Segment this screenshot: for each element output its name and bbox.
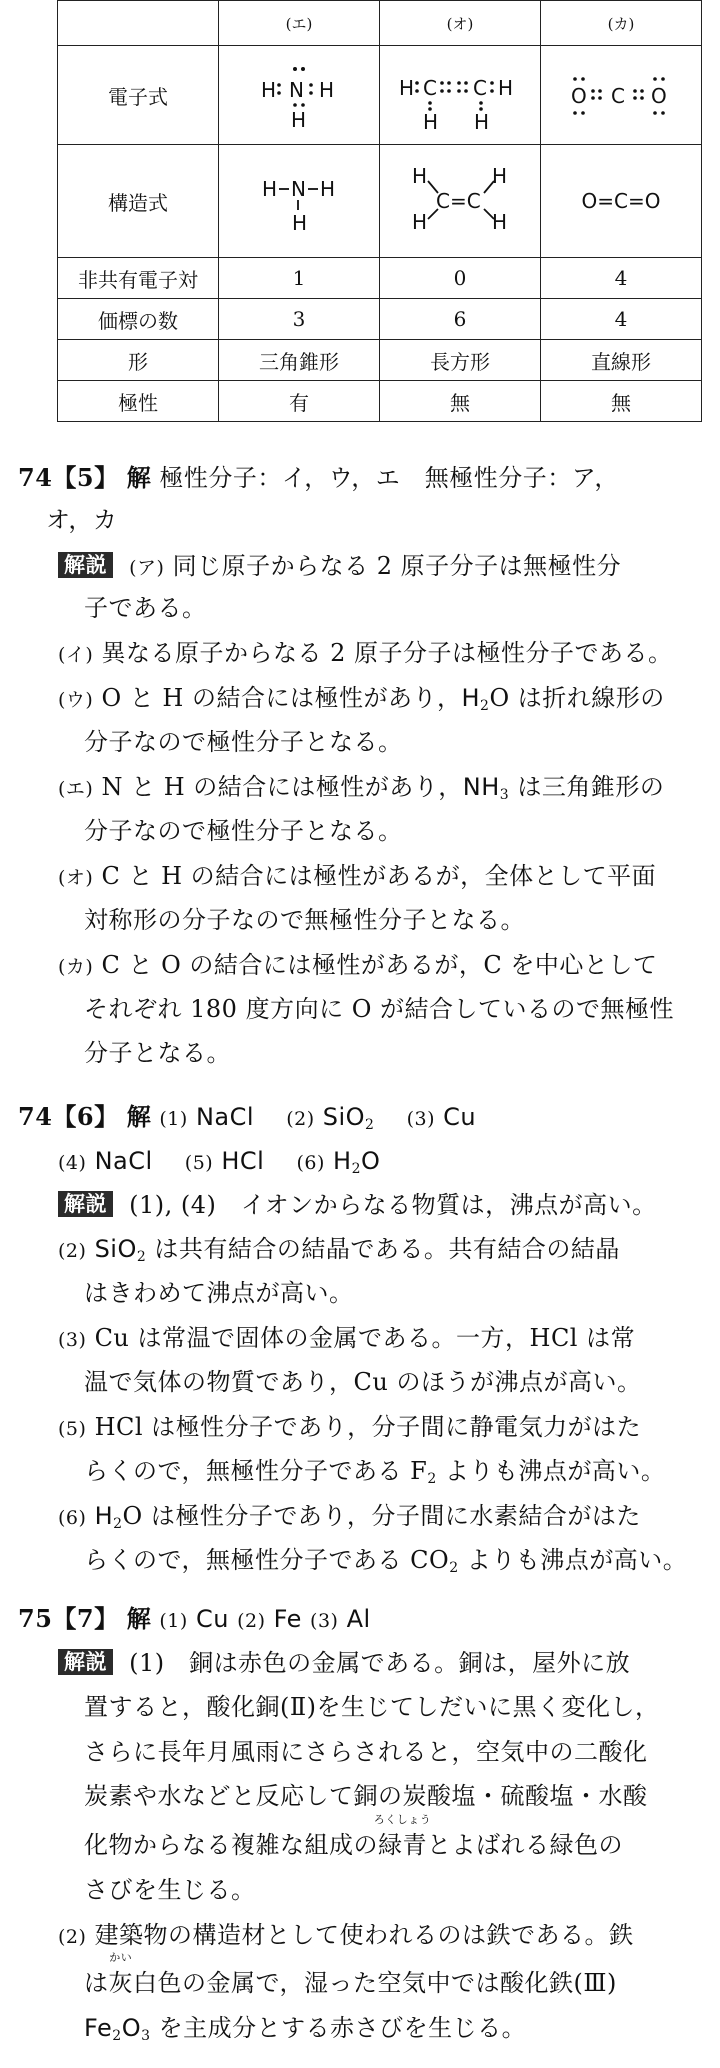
- q6-p3-line-1: [58, 1323, 635, 1355]
- q6-p5-line-2: [84, 1456, 665, 1486]
- svg-text:H: H: [492, 210, 508, 234]
- explanation-text: 炭素や水などと反応して銅の炭酸塩・硫酸塩・水酸: [84, 1782, 648, 1810]
- subscript: 2: [112, 2028, 122, 2044]
- explanation-text: 子である。: [84, 594, 207, 622]
- q6-p6-line-2: [84, 1545, 687, 1575]
- svg-text:C: C: [611, 84, 625, 108]
- formula-text: H: [94, 1502, 114, 1530]
- item-mark: (カ): [58, 956, 94, 978]
- svg-text:C: C: [473, 76, 487, 100]
- explanation-text: は三角錐形の: [509, 773, 665, 801]
- q5-e-line-1: [58, 772, 664, 804]
- electron-formula-c2h4: [380, 46, 541, 145]
- table-row-bond-count: [58, 299, 702, 340]
- cell: 4: [541, 258, 702, 299]
- answer-text: オ，カ: [46, 506, 118, 534]
- explanation-text: 白色の金属で，湿った空気中では酸化鉄(Ⅲ): [133, 1969, 617, 1997]
- table-row-electron-formula: [58, 46, 702, 145]
- answer-formula: Cu: [195, 1605, 229, 1633]
- svg-text:N: N: [289, 78, 304, 102]
- item-mark: (5): [58, 1418, 87, 1440]
- item-mark: (1): [159, 1108, 188, 1130]
- q6-p2-line-2: [84, 1278, 354, 1308]
- q7-k-line-6: [84, 1875, 256, 1905]
- answer-formula: Al: [346, 1605, 371, 1633]
- explanation-text: 対称形の分子なので無極性分子となる。: [84, 906, 525, 934]
- cell: 無: [380, 381, 541, 422]
- item-mark: (2): [58, 1926, 87, 1948]
- item-mark: (3): [406, 1108, 436, 1130]
- answer-formula: SiO: [322, 1103, 366, 1131]
- cell: 無: [541, 381, 702, 422]
- q6-p3-line-2: [84, 1367, 641, 1397]
- answer-text: 極性分子：イ，ウ，エ 無極性分子：ア，: [159, 464, 619, 492]
- q7-k-line-1: [58, 1648, 630, 1678]
- electron-formula-co2: [541, 46, 702, 145]
- table-header-e: (エ): [219, 1, 380, 46]
- subscript: 2: [351, 1161, 362, 1177]
- row-label: 価標の数: [58, 299, 219, 340]
- q6-p5-line-1: [58, 1412, 641, 1444]
- explanation-text: は共有結合の結晶である。共有結合の結晶: [146, 1235, 620, 1263]
- explanation-text: さびを生じる。: [84, 1876, 256, 1904]
- subscript: 2: [113, 1516, 123, 1532]
- svg-text:H: H: [291, 108, 307, 132]
- answer-formula: HCl: [221, 1147, 265, 1175]
- structural-formula-co2: [541, 145, 702, 258]
- cell: 4: [541, 299, 702, 340]
- explanation-text: よりも沸点が高い。: [436, 1457, 666, 1485]
- svg-text:H: H: [320, 177, 336, 201]
- cell: 6: [380, 299, 541, 340]
- explanation-text: (1), (4) イオンからなる物質は，沸点が高い。: [129, 1191, 657, 1219]
- item-mark: (ア): [129, 557, 165, 579]
- svg-text:H: H: [474, 110, 490, 133]
- formula-text: O: [121, 2014, 142, 2042]
- q7-k-line-5: [84, 1813, 623, 1860]
- explanation-text: O は折れ線形の: [489, 684, 665, 712]
- answer-formula: Fe: [273, 1605, 302, 1633]
- explanation-text: よりも沸点が高い。: [458, 1546, 688, 1574]
- table-row-lone-pairs: [58, 258, 702, 299]
- question-number: 74【5】: [18, 463, 119, 492]
- svg-text:H: H: [498, 76, 514, 100]
- table-header-row: [58, 1, 702, 46]
- table-row-polarity: [58, 381, 702, 422]
- svg-text:C: C: [423, 76, 437, 100]
- row-label: 極性: [58, 381, 219, 422]
- item-mark: (4): [58, 1152, 87, 1174]
- ruby-rokusho: [373, 1813, 432, 1860]
- explanation-text: 分子なので極性分子となる。: [84, 817, 403, 845]
- q6-k-line-1: [58, 1190, 657, 1220]
- svg-text:C=C: C=C: [436, 189, 481, 213]
- subscript: 2: [449, 1560, 459, 1576]
- explanation-text: 建築物の構造材として使われるのは鉄である。鉄: [94, 1921, 634, 1949]
- q5-a-line-2: [84, 593, 207, 623]
- table-header-empty: [58, 1, 219, 46]
- table-header-o: (オ): [380, 1, 541, 46]
- explanation-badge: 解説: [58, 1191, 113, 1217]
- svg-text:H: H: [292, 211, 308, 234]
- row-label: 形: [58, 340, 219, 381]
- question-number: 75【7】: [18, 1604, 119, 1633]
- explanation-text: Cu は常温で固体の金属である。一方，HCl は常: [94, 1324, 636, 1352]
- item-mark: (エ): [58, 778, 94, 800]
- item-mark: (2): [286, 1108, 315, 1130]
- structural-formula-nh3: [219, 145, 380, 258]
- item-mark: (3): [310, 1610, 339, 1632]
- svg-text:H: H: [423, 110, 439, 133]
- answer-formula: NaCl: [94, 1147, 153, 1175]
- ruby-reading: ろくしょう: [373, 1813, 432, 1826]
- cell: 3: [219, 299, 380, 340]
- cell: 有: [219, 381, 380, 422]
- item-mark: (1): [159, 1610, 188, 1632]
- q6-answer-line-2: [58, 1146, 380, 1178]
- explanation-text: (1) 銅は赤色の金属である。銅は，屋外に放: [129, 1649, 631, 1677]
- explanation-text: O は極性分子であり，分子間に水素結合がはた: [122, 1502, 641, 1530]
- item-mark: (イ): [58, 644, 94, 666]
- row-label: 非共有電子対: [58, 258, 219, 299]
- explanation-text: 分子なので極性分子となる。: [84, 728, 403, 756]
- svg-text:N: N: [291, 177, 306, 201]
- formula-text: NH: [462, 773, 500, 801]
- table-row-shape: [58, 340, 702, 381]
- explanation-text: O と H の結合には極性があり，: [101, 684, 462, 712]
- subscript: 3: [499, 787, 510, 803]
- q5-answer-line-2: [46, 505, 117, 535]
- svg-text:O: O: [571, 84, 587, 108]
- item-mark: (2): [58, 1240, 87, 1262]
- formula-text: H: [461, 684, 481, 712]
- q7-p2-line-1: [58, 1920, 634, 1952]
- explanation-text: 同じ原子からなる 2 原子分子は無極性分: [172, 552, 622, 580]
- item-mark: (2): [237, 1610, 266, 1632]
- q5-ka-line-2: [84, 994, 674, 1024]
- q7-p2-line-2: [84, 1951, 617, 1998]
- q5-o-line-1: [58, 861, 656, 893]
- q5-e-line-2: [84, 816, 403, 846]
- formula-text: Fe: [84, 2014, 113, 2042]
- subscript: 2: [365, 1117, 375, 1133]
- question-number: 74【6】: [18, 1102, 119, 1131]
- cell: 1: [219, 258, 380, 299]
- explanation-text: 温で気体の物質であり，Cu のほうが沸点が高い。: [84, 1368, 642, 1396]
- structural-formula-c2h4: [380, 145, 541, 258]
- explanation-text: を主成分とする赤さびを生じる。: [150, 2014, 527, 2042]
- q5-a-line-1: [58, 551, 621, 583]
- explanation-text: C と O の結合には極性があるが，C を中心として: [101, 951, 658, 979]
- svg-text:O: O: [651, 84, 667, 108]
- explanation-text: は: [84, 1969, 109, 1997]
- explanation-text: さらに長年月風雨にさらされると，空気中の二酸化: [84, 1738, 648, 1766]
- explanation-text: 化物からなる複雑な組成の: [84, 1831, 378, 1859]
- subscript: 3: [141, 2028, 151, 2044]
- q7-k-line-3: [84, 1737, 648, 1767]
- explanation-text: HCl は極性分子であり，分子間に静電気力がはた: [94, 1413, 642, 1441]
- item-mark: (ウ): [58, 689, 94, 711]
- answer-formula: O: [361, 1147, 381, 1175]
- explanation-text: はきわめて沸点が高い。: [84, 1279, 354, 1307]
- svg-text:H: H: [399, 76, 415, 100]
- ruby-base: 灰: [108, 1969, 133, 1997]
- q5-o-line-2: [84, 905, 525, 935]
- explanation-text: らくので，無極性分子である CO: [84, 1546, 450, 1574]
- cell: 長方形: [380, 340, 541, 381]
- q5-u-line-2: [84, 727, 403, 757]
- row-label: 電子式: [58, 46, 219, 145]
- formula-text: SiO: [94, 1235, 137, 1263]
- ruby-reading: かい: [109, 1951, 133, 1964]
- co2-structure-text: O=C=O: [581, 189, 661, 213]
- subscript: 2: [427, 1471, 437, 1487]
- table-header-ka: (カ): [541, 1, 702, 46]
- ruby-kai: [108, 1951, 134, 1998]
- q7-p2-line-3: [84, 2013, 526, 2043]
- properties-table: [57, 0, 702, 422]
- q5-answer-line-1: [18, 463, 619, 493]
- explanation-text: 置すると，酸化銅(Ⅱ)を生じてしだいに黒く変化し，: [84, 1693, 660, 1721]
- explanation-badge: 解説: [58, 1649, 113, 1675]
- explanation-text: N と H の結合には極性があり，: [101, 773, 463, 801]
- subscript: 2: [480, 698, 490, 714]
- answer-formula: H: [333, 1147, 352, 1175]
- svg-text:H: H: [412, 164, 428, 188]
- item-mark: (5): [184, 1152, 214, 1174]
- q7-k-line-2: [84, 1692, 660, 1722]
- q5-ka-line-3: [84, 1038, 231, 1068]
- ruby-base: 青: [402, 1831, 427, 1859]
- item-mark: (6): [58, 1507, 87, 1529]
- item-mark: (オ): [58, 867, 94, 889]
- explanation-text: とよばれる緑色の: [427, 1831, 623, 1859]
- q5-i-line: [58, 638, 673, 670]
- table-row-structural-formula: [58, 145, 702, 258]
- subscript: 2: [136, 1249, 147, 1265]
- explanation-badge: 解説: [58, 552, 113, 578]
- q5-u-line-1: [58, 683, 665, 715]
- ruby-base: 緑: [378, 1831, 403, 1859]
- explanation-text: C と H の結合には極性があるが，全体として平面: [101, 862, 657, 890]
- explanation-text: 異なる原子からなる 2 原子分子は極性分子である。: [101, 639, 673, 667]
- svg-text:H: H: [492, 164, 508, 188]
- item-mark: (3): [58, 1329, 87, 1351]
- svg-text:H: H: [261, 78, 277, 102]
- answer-mark: 解: [126, 1604, 152, 1633]
- svg-text:H: H: [412, 210, 428, 234]
- q6-answer-line-1: [18, 1102, 476, 1134]
- item-mark: (6): [296, 1152, 325, 1174]
- cell: 0: [380, 258, 541, 299]
- answer-mark: 解: [126, 463, 152, 492]
- explanation-text: 分子となる。: [84, 1039, 231, 1067]
- svg-text:H: H: [262, 177, 278, 201]
- cell: 三角錐形: [219, 340, 380, 381]
- answer-mark: 解: [126, 1102, 152, 1131]
- explanation-text: らくので，無極性分子である F: [84, 1457, 428, 1485]
- answer-formula: NaCl: [195, 1103, 255, 1131]
- explanation-text: それぞれ 180 度方向に O が結合しているので無極性: [84, 995, 674, 1023]
- cell: 直線形: [541, 340, 702, 381]
- q6-p6-line-1: [58, 1501, 641, 1533]
- q5-ka-line-1: [58, 950, 657, 982]
- q6-p2-line-1: [58, 1234, 620, 1266]
- answer-formula: Cu: [443, 1103, 477, 1131]
- q7-k-line-4: [84, 1781, 648, 1811]
- electron-formula-nh3: [219, 46, 380, 145]
- row-label: 構造式: [58, 145, 219, 258]
- svg-text:H: H: [319, 78, 335, 102]
- q7-answer-line: [18, 1604, 371, 1636]
